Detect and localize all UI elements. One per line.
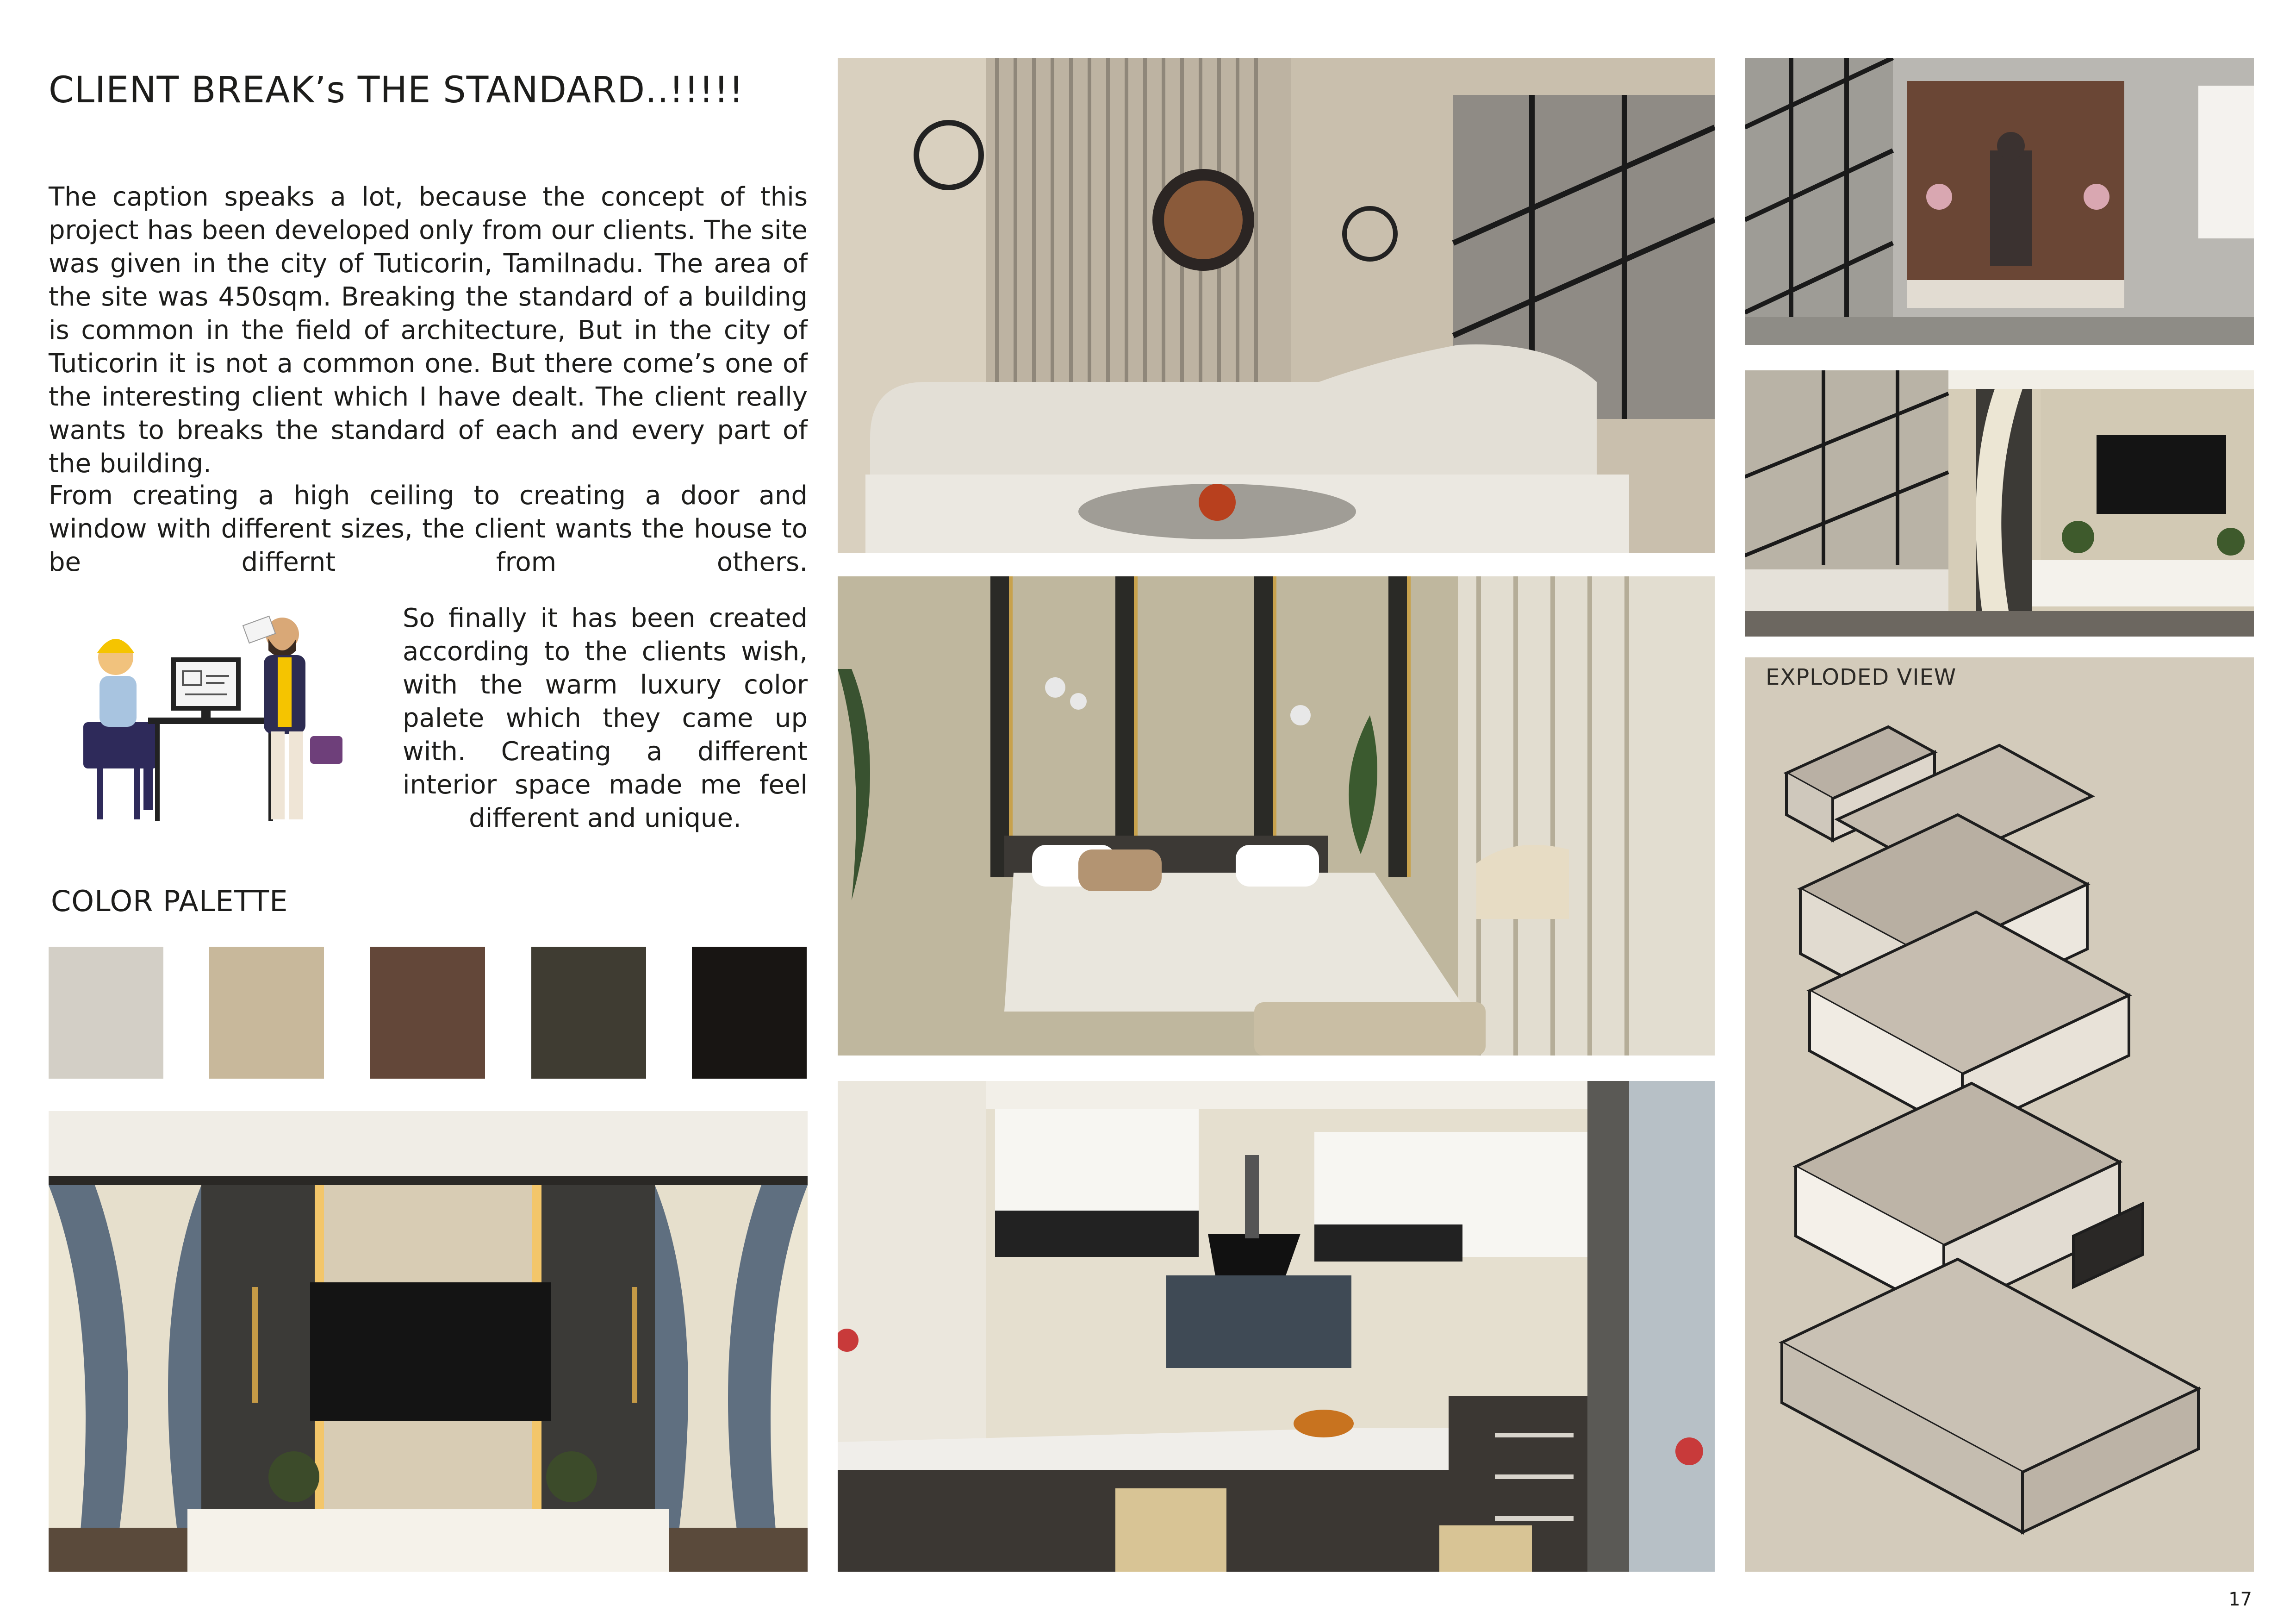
- palette-swatch-4: [531, 947, 646, 1079]
- palette-swatch-5: [692, 947, 807, 1079]
- page-number: 17: [2228, 1589, 2252, 1610]
- exploded-view-label: EXPLODED VIEW: [1766, 664, 1957, 690]
- architect-client-illustration: [65, 606, 342, 829]
- palette-swatch-1: [49, 947, 163, 1079]
- bedroom-render: [838, 576, 1715, 1056]
- page-title: CLIENT BREAK’s THE STANDARD..!!!!!: [49, 69, 744, 111]
- intro-paragraph: The caption speaks a lot, because the concept of this project has been developed only from our clients. The site was given in the city of Tuticorin, Tamilnadu. The area of the site was 450sqm. Breaking the standard of a building is common in the field of architecture, But in the city of Tuticorin it is not a common one. But there come’s one of the interesting client which I have dealt. The client really wants to breaks the standard of each and every part of the building.: [49, 182, 808, 479]
- living-room-tv-render: [1745, 370, 2254, 637]
- prayer-room-render: [1745, 58, 2254, 345]
- color-palette-title: COLOR PALETTE: [51, 884, 288, 918]
- tv-wall-render: [49, 1111, 808, 1572]
- living-room-render: [838, 58, 1715, 553]
- kitchen-render: [838, 1081, 1715, 1572]
- closing-paragraph: So finally it has been created according to the clients wish, with the warm luxury color palete which they came up with. Creating a different interior space made me feel different and unique.: [403, 603, 808, 833]
- palette-swatch-2: [209, 947, 324, 1079]
- concept-paragraph: From creating a high ceiling to creating a door and window with different sizes, the client wants the house to be differnt from others.: [49, 481, 808, 577]
- exploded-view-panel: [1745, 657, 2254, 1572]
- palette-swatch-3: [370, 947, 485, 1079]
